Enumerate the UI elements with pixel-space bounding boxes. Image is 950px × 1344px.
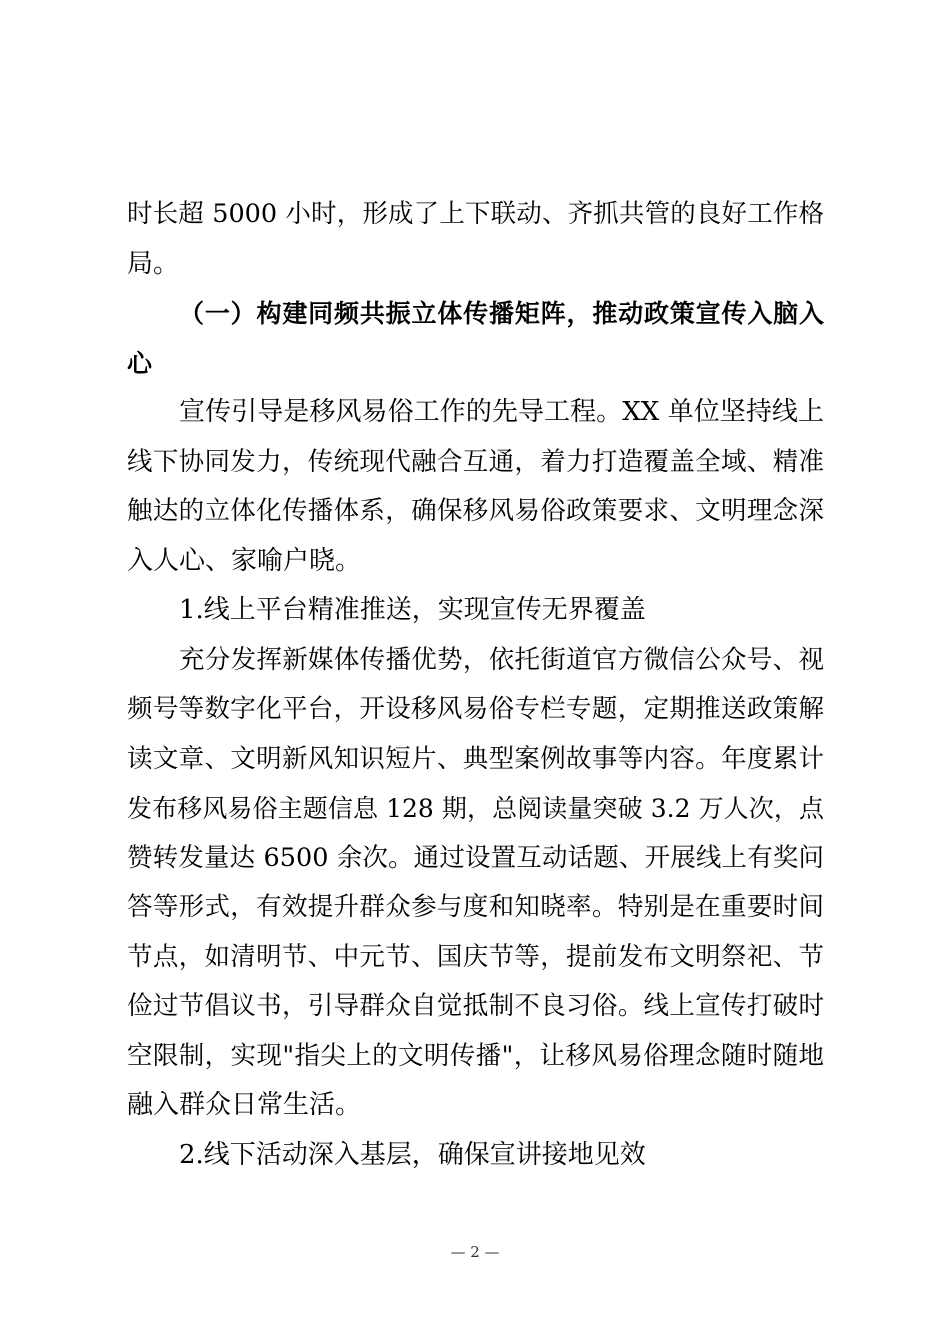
paragraph-line: 读文章、文明新风知识短片、典型案例故事等内容。年度累计 [127,743,824,774]
subheading: 1.线上平台精准推送，实现宣传无界覆盖 [179,595,646,625]
paragraph-line: 宣传引导是移风易俗工作的先导工程。XX 单位坚持线上 [179,397,824,427]
section-heading: （一）构建同频共振立体传播矩阵，推动政策宣传入脑入 [179,299,824,328]
page-number: — 2 — [450,1243,500,1261]
paragraph-line: 融入群众日常生活。 [127,1090,362,1120]
paragraph-line: 时长超 5000 小时，形成了上下联动、齐抓共管的良好工作格 [127,199,824,229]
paragraph-line: 赞转发量达 6500 余次。通过设置互动话题、开展线上有奖问 [127,842,824,873]
paragraph-line: 发布移风易俗主题信息 128 期，总阅读量突破 3.2 万人次，点 [127,794,824,823]
paragraph-line: 节点，如清明节、中元节、国庆节等，提前发布文明祭祀、节 [127,941,824,972]
paragraph-line: 空限制，实现"指尖上的文明传播"，让移风易俗理念随时随地 [127,1040,824,1071]
paragraph-line: 俭过节倡议书，引导群众自觉抵制不良习俗。线上宣传打破时 [127,991,824,1021]
paragraph-line: 线下协同发力，传统现代融合互通，着力打造覆盖全域、精准 [127,446,824,477]
document-body [127,190,824,1180]
paragraph-line: 频号等数字化平台，开设移风易俗专栏专题，定期推送政策解 [127,694,824,724]
paragraph-line: 入人心、家喻户晓。 [127,545,362,576]
paragraph-line: 触达的立体化传播体系，确保移风易俗政策要求、文明理念深 [127,496,824,526]
section-heading-continued: 心 [127,348,153,378]
subheading: 2.线下活动深入基层，确保宣讲接地见效 [179,1139,646,1170]
paragraph-line: 充分发挥新媒体传播优势，依托街道官方微信公众号、视 [179,644,824,675]
paragraph-line: 局。 [127,248,180,279]
paragraph-line: 答等形式，有效提升群众参与度和知晓率。特别是在重要时间 [127,892,824,922]
